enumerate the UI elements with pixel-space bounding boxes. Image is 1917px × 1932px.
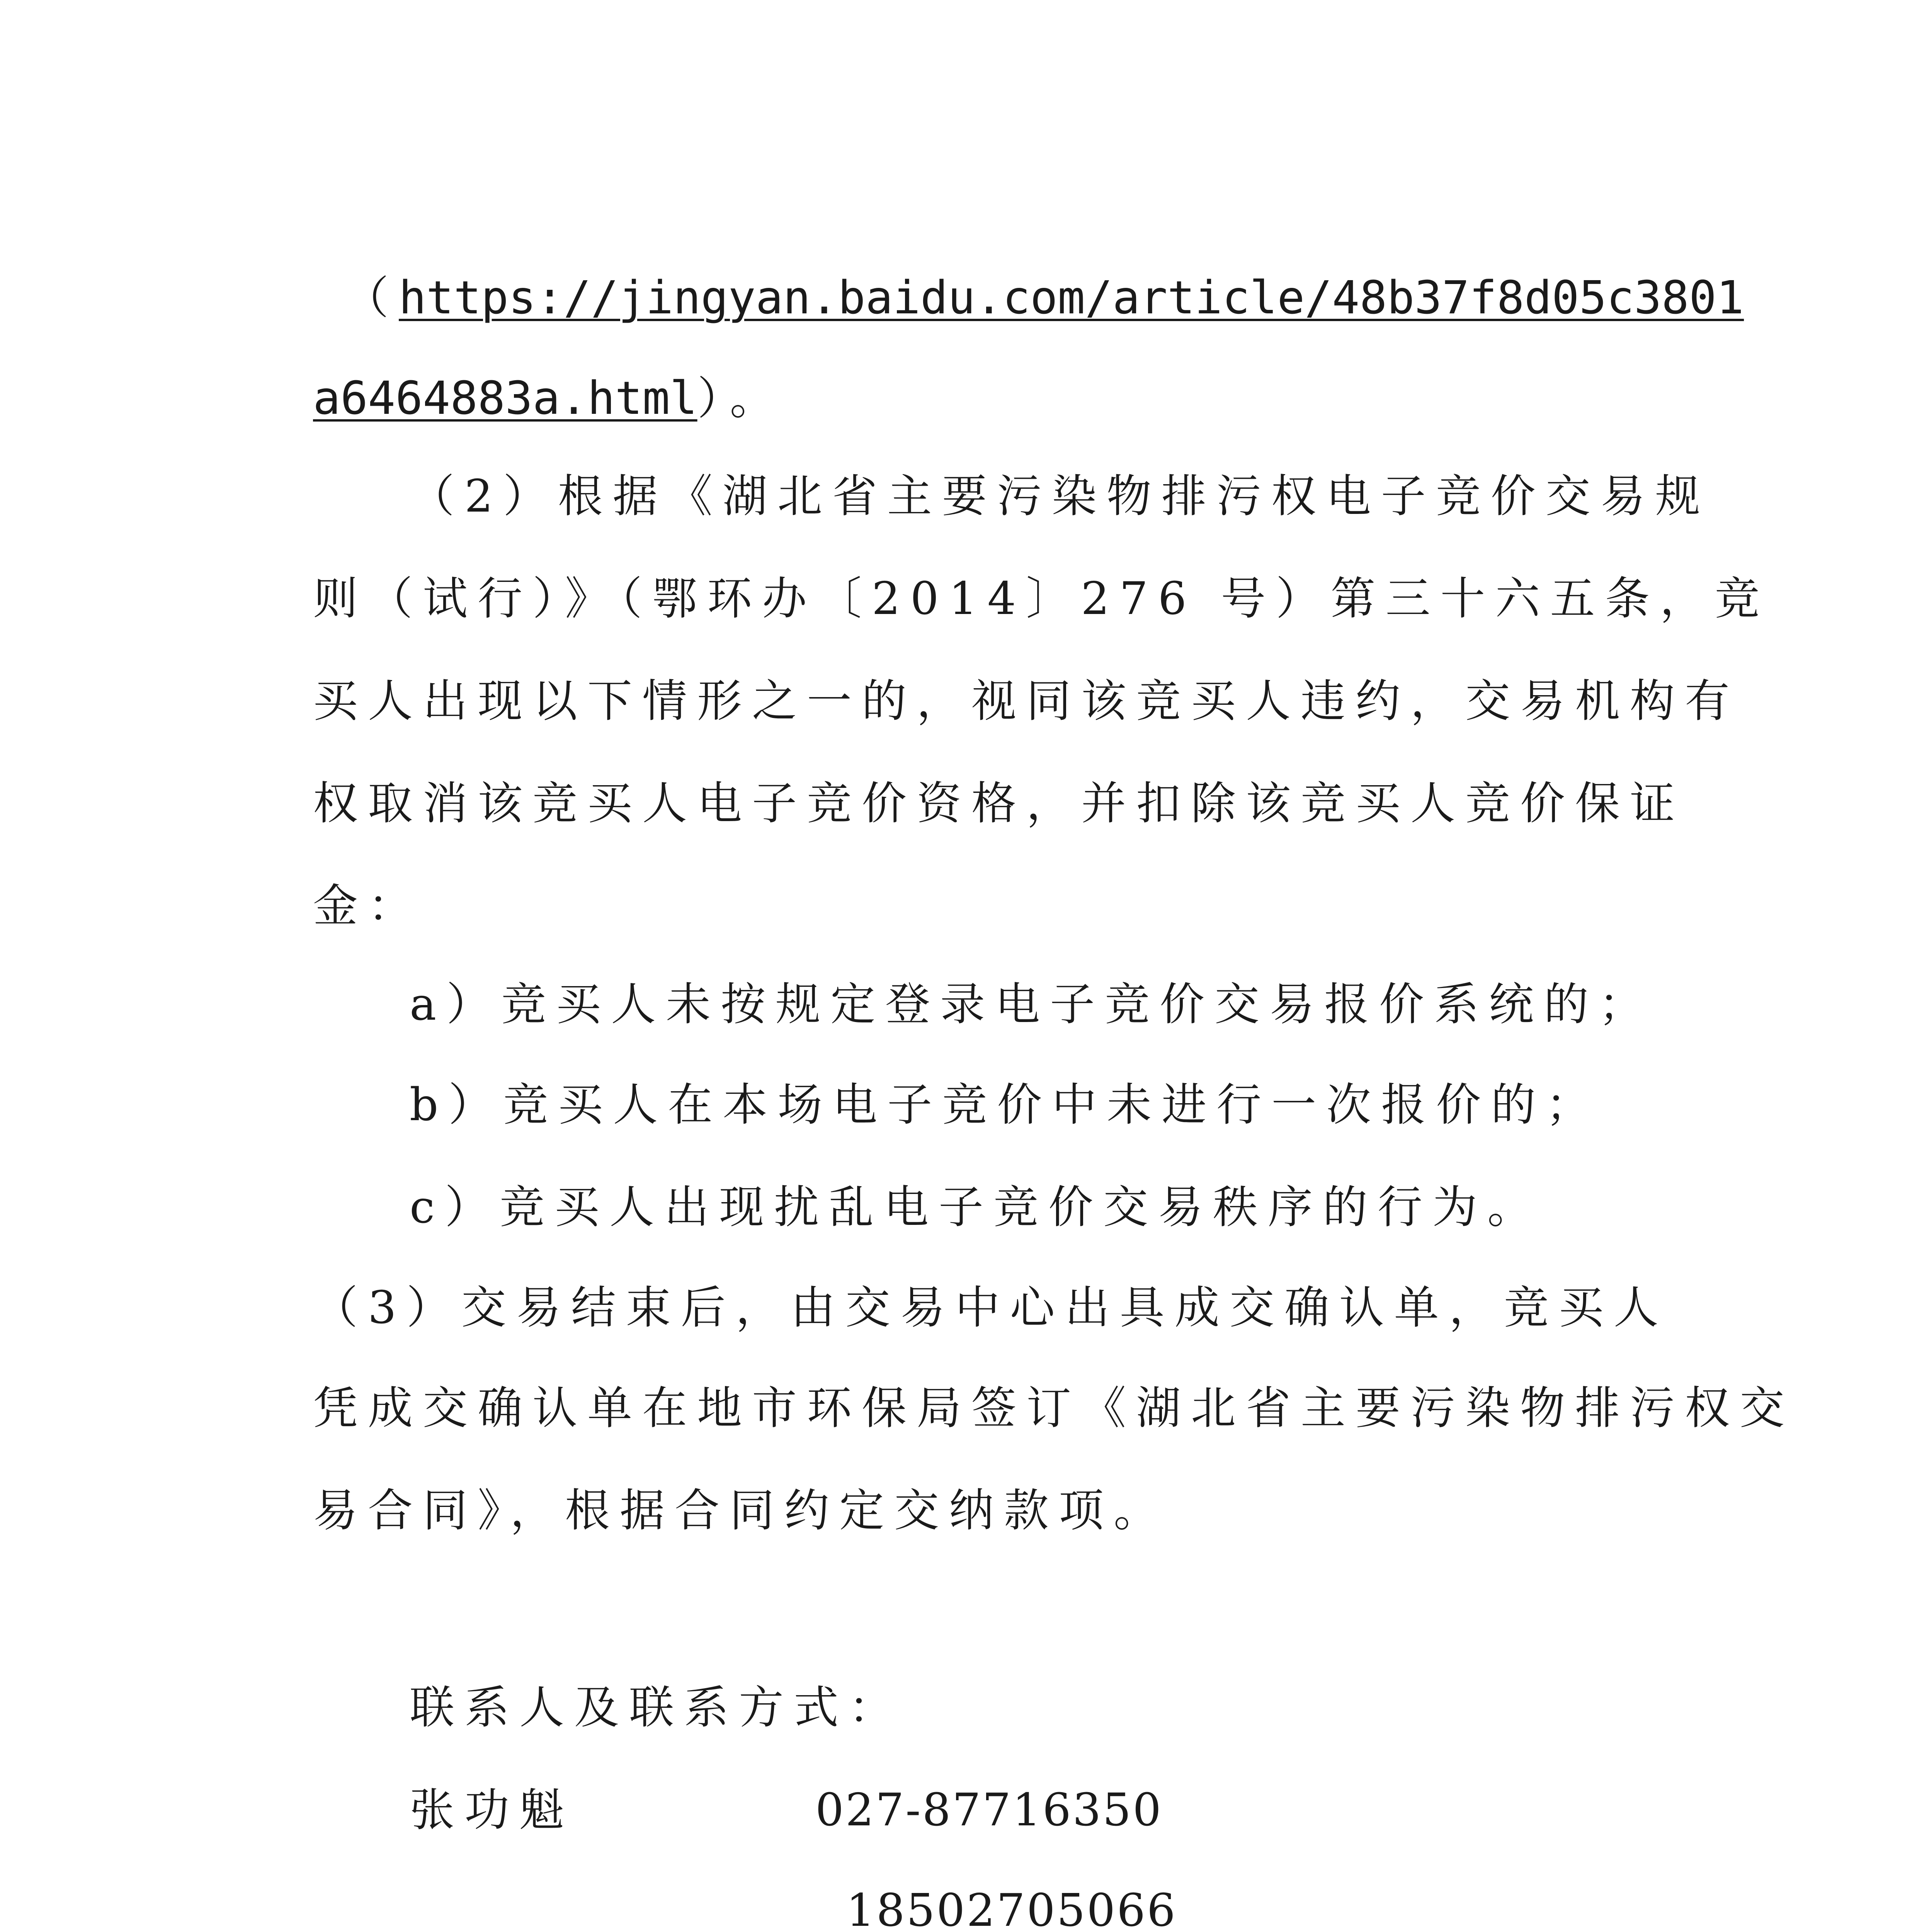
para-2-line-2: 则（试行）》（鄂环办〔2014〕276 号）第三十六五条，竞 xyxy=(313,573,1770,625)
para-3-line-2: 凭成交确认单在地市环保局签订《湖北省主要污染物排污权交 xyxy=(313,1382,1795,1434)
contact-phone-2: 18502705066 xyxy=(846,1884,1177,1932)
para-3-line-3: 易合同》，根据合同约定交纳款项。 xyxy=(313,1485,1169,1537)
url-line-2: a6464883a.html）。 xyxy=(313,371,785,425)
contact-name: 张功魁 xyxy=(410,1784,574,1836)
list-item-c: c）竞买人出现扰乱电子竞价交易秩序的行为。 xyxy=(410,1181,1542,1233)
para-2-line-5: 金： xyxy=(313,880,423,932)
url-link-part-1[interactable]: https://jingyan.baidu.com/article/48b37f8d05c3801 xyxy=(399,271,1744,324)
para-2-line-3: 买人出现以下情形之一的，视同该竞买人违约，交易机构有 xyxy=(313,675,1740,727)
contact-heading: 联系人及联系方式： xyxy=(410,1682,903,1734)
list-item-b: b）竞买人在本场电子竞价中未进行一次报价的； xyxy=(410,1079,1601,1131)
url-link-part-2[interactable]: a6464883a.html xyxy=(313,371,697,425)
para-2-line-1: （2）根据《湖北省主要污染物排污权电子竞价交易规 xyxy=(410,470,1710,522)
para-3-line-1: （3）交易结束后，由交易中心出具成交确认单，竞买人 xyxy=(313,1282,1669,1334)
url-line-1: （https://jingyan.baidu.com/article/48b37f8d05c3801 xyxy=(344,271,1744,324)
para-2-line-4: 权取消该竞买人电子竞价资格，并扣除该竞买人竞价保证 xyxy=(313,777,1685,830)
list-item-a: a）竞买人未按规定登录电子竞价交易报价系统的； xyxy=(410,978,1654,1031)
contact-phone-1: 027-87716350 xyxy=(815,1784,1163,1836)
